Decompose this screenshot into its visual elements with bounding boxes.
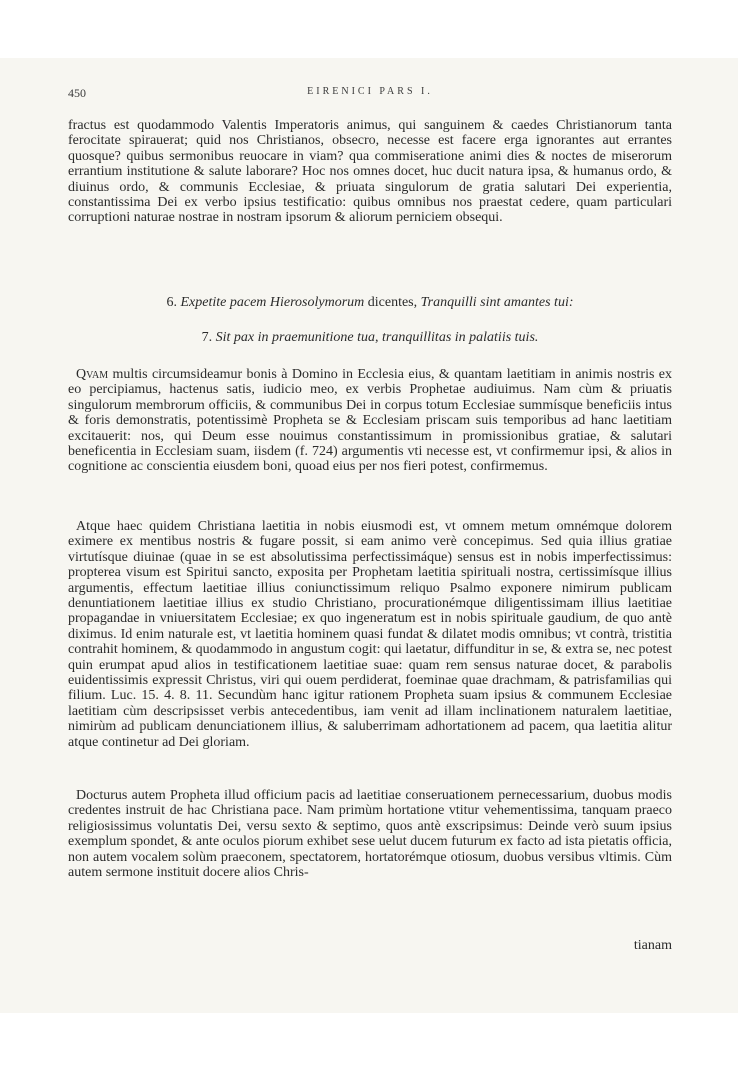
verse-7-number: 7. <box>201 330 213 345</box>
verse-6-part-b: dicentes, <box>367 295 418 310</box>
paragraph-4 <box>68 788 672 880</box>
verse-6-part-a: Expetite pacem Hierosolymorum <box>180 295 365 310</box>
paragraph-2-body: multis circumsideamur bonis à Domino in Ecclesia eius, & quantam laetitiam in animis nostris ex eo percipiamus, hactenus satis, iudicio meo, ex verbis Prophetae audiuimus. Nam cùm & priuatis singulorum membrorum officiis, & communibus Dei in corpus totum Ecclesiae summísque beneficiis intus & foris demonstratis, potentissimè Propheta se & Ecclesiam priscam suis temporibus ad hanc laetitiam excitauerit: nos, qui Deum esse nouimus constantissimum in promissionibus gratiae, & salutari beneficentia in Ecclesiam suam, iisdem (f. 724) argumentis vti necesse est, vt confirmemur ipsi, & alios in cognitione ac conscientia eiusdem boni, quoad eius per nos fieri potest, confirmemus. <box>68 367 673 475</box>
verse-7-part-c: tranquillitas in palatiis tuis. <box>382 330 539 345</box>
verse-7 <box>68 330 672 346</box>
paragraph-2-text <box>68 367 672 475</box>
verse-6-part-c: Tranquilli sint amantes tui: <box>420 295 574 310</box>
running-title: EIRENICI PARS I. <box>307 86 433 97</box>
verse-7-part-a: Sit pax in praemunitione tua <box>215 330 376 345</box>
page-header <box>68 86 672 102</box>
paragraph-2-initial: Qvam <box>76 367 109 382</box>
catchword: tianam <box>633 938 672 953</box>
paragraph-1 <box>68 118 672 226</box>
verse-7-part-b: , <box>375 330 379 345</box>
paragraph-3 <box>68 519 672 750</box>
paragraph-1-text: fractus est quodammodo Valentis Imperatoris animus, qui sanguinem & caedes Christianorum tanta ferocitate spirauerat; quid nos Christianos, obsecro, necesse est facere erga ignorantes aut errantes quosque? quibus sermonibus reuocare in viam? qua commiseratione animi dies & noctes de miserorum errantium institutione & salute laborare? Hoc nos omnes docet, huc ducit natura ipsa, & humanus ordo, & diuinus ordo, & communis Ecclesiae, & priuata singulorum de gratia salutari Dei experientia, constantissima Dei ex verbo ipsius testificatio: quibus omnibus nos praestat cedere, quam particulari corruptioni naturae nostrae in nostram ipsorum & aliorum perniciem obsequi. <box>68 118 672 226</box>
page-number: 450 <box>68 86 86 100</box>
verse-6 <box>68 295 672 311</box>
paragraph-2 <box>68 367 672 475</box>
paragraph-3-text: Atque haec quidem Christiana laetitia in nobis eiusmodi est, vt omnem metum omnémque dolorem eximere ex mentibus nostris & fugare possit, si eam animo verè concepimus. Sed quia illius gratiae virtutísque diuinae (quae in se est absolutissima perfectissimáque) sensus est in nobis imperfectissimus: propterea visum est Spiritui sancto, exposita per Prophetam laetitia spirituali nostra, certissimísque illius argumentis, effectum laetitiae illius coniunctissimum reliquo Psalmo exponere nimirum publicam denuntiationem laetitiae illius ex studio Christiano, procurationémque diligentissimam illius laetitiae propagandae in vniuersitatem Ecclesiae; ex quo ingeneratum est in nobis spirituale gaudium, de quo antè diximus. Id enim naturale est, vt laetitia hominem quasi fundat & dilatet modis omnibus; vt contrà, tristitia contrahit hominem, & quodammodo in angustum cogit: qui laetatur, diffunditur in se, & extra se, nec potest quin erumpat apud alios in testificationem laetitiae suae: quam rem sensus naturae docet, & parabolis euidentissimis expressit Christus, viri qui ouem perdiderat, foeminae quae drachmam, & patrisfamilias qui filium. Luc. 15. 4. 8. 11. Secundùm hanc igitur rationem Propheta suam ipsius & communem Ecclesiae laetitiam cùm descripsisset verbis antecedentibus, iam venit ad illam inclinationem naturalem laetitiae, nimirùm ad publicam denunciationem illius, & saluberrimam adhortationem ad pacem, qua laetitia alitur atque continetur ad Dei gloriam. <box>68 519 672 750</box>
verse-6-number: 6. <box>166 295 177 310</box>
paragraph-4-text: Docturus autem Propheta illud officium pacis ad laetitiae conseruationem pernecessarium, duobus modis credentes instruit de hac Christiana pace. Nam primùm hortatione vtitur vehementissima, tanquam praeco religiosissimus voluntatis Dei, versu sexto & septimo, quos antè exscripsimus: Deinde verò suum ipsius exemplum spondet, & ante oculos piorum exhibet sese uelut ducem futurum ex facto ad ista pietatis officia, non autem vocalem solùm praeconem, spectatorem, hortatorémque otiosum, duobus versibus vltimis. Cùm autem sermone instituit docere alios Chris- <box>68 788 672 881</box>
